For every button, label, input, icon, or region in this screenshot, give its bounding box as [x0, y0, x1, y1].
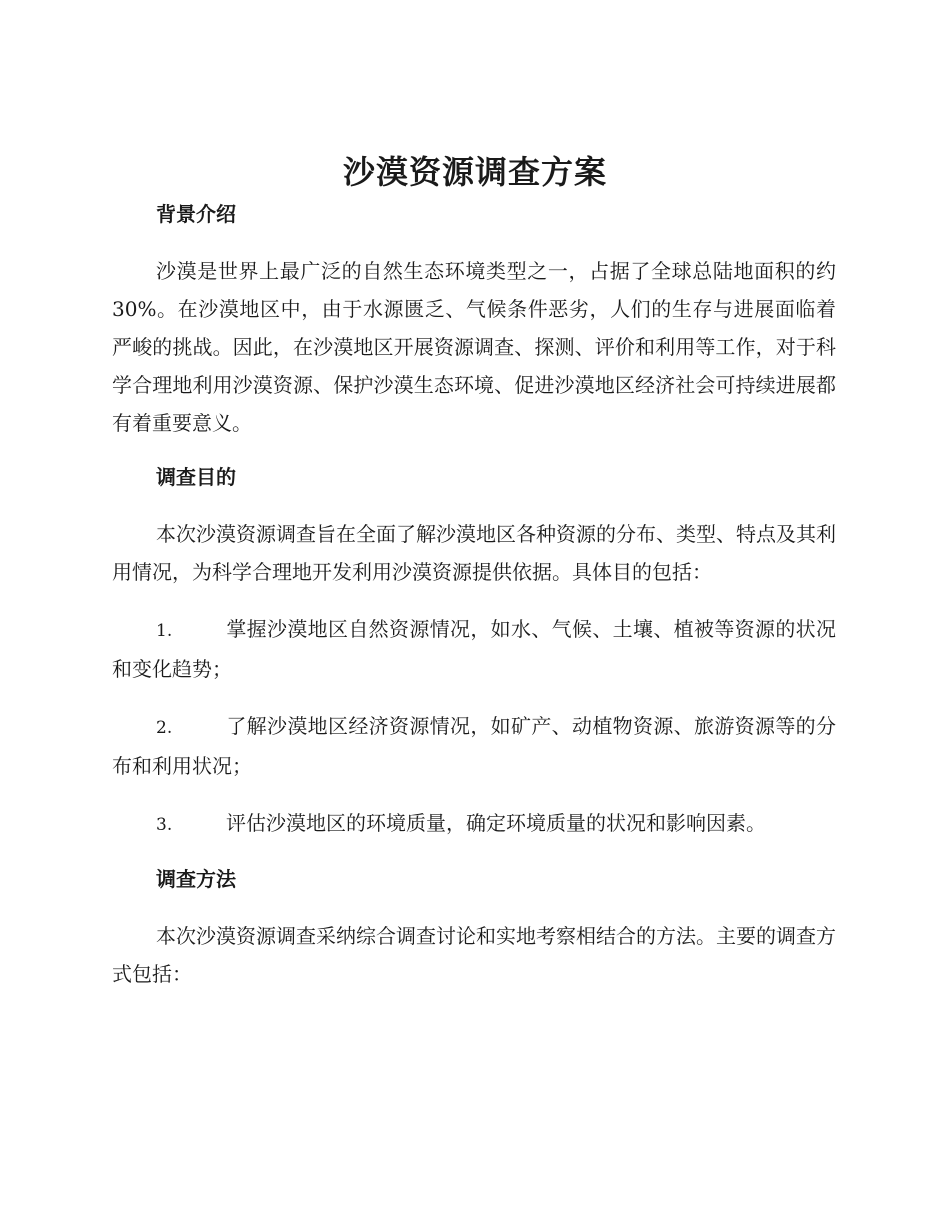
section-heading: 调查目的	[156, 465, 236, 489]
paragraph: 本次沙漠资源调查旨在全面了解沙漠地区各种资源的分布、类型、特点及其利用情况，为科学合理地开发利用沙漠资源提供依据。具体目的包括：	[112, 522, 836, 584]
list-text: 了解沙漠地区经济资源情况，如矿产、动植物资源、旅游资源等的分布和利用状况；	[112, 714, 836, 778]
document-title: 沙漠资源调查方案	[342, 153, 607, 191]
paragraph: 沙漠是世界上最广泛的自然生态环境类型之一，占据了全球总陆地面积的约 30%。在沙漠地区中，由于水源匮乏、气候条件恶劣，人们的生存与进展面临着严峻的挑战。因此，在沙漠地区开展资源调查、探测、评价和利用等工作，对于科学合理地利用沙漠资源、保护沙漠生态环境、促进沙漠地区经济社会可持续进展都有着重要意义。	[112, 259, 836, 435]
section-method	[112, 863, 836, 993]
list-item	[112, 610, 836, 688]
list-text: 掌握沙漠地区自然资源情况，如水、气候、土壤、植被等资源的状况和变化趋势；	[112, 617, 836, 681]
list-number: 1.	[156, 621, 173, 641]
section-heading: 背景介绍	[156, 202, 236, 226]
list-number: 3.	[156, 815, 173, 835]
section-purpose	[112, 461, 836, 844]
list-item	[112, 707, 836, 785]
document-body	[112, 198, 836, 993]
list-number: 2.	[156, 718, 173, 738]
list-text: 评估沙漠地区的环境质量，确定环境质量的状况和影响因素。	[226, 811, 766, 835]
section-heading: 调查方法	[156, 867, 236, 891]
list-item	[112, 804, 836, 844]
section-background	[112, 198, 836, 442]
paragraph: 本次沙漠资源调查采纳综合调查讨论和实地考察相结合的方法。主要的调查方式包括：	[112, 924, 836, 986]
